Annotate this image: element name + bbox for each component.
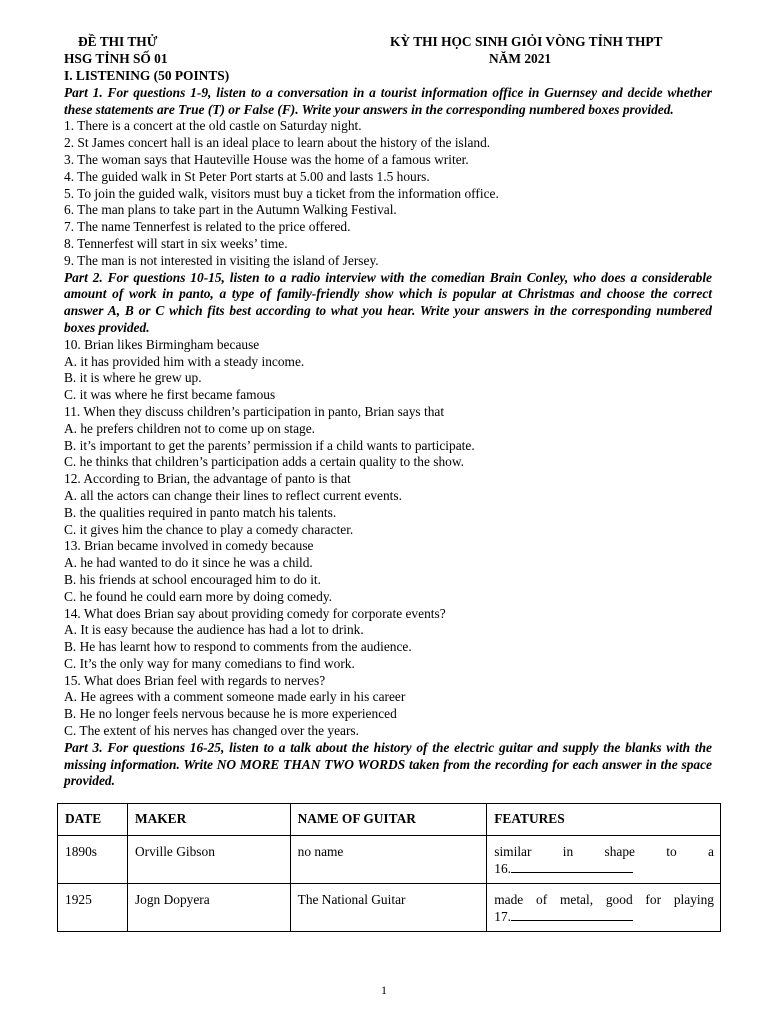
answer-17-blank[interactable] [511, 908, 633, 921]
answer-17-label: 17. [494, 909, 511, 925]
exam-page [64, 34, 712, 932]
cell-guitar-name: no name [290, 836, 487, 884]
question-item: C. The extent of his nerves has changed over the years. [64, 723, 359, 739]
question-item: C. he thinks that children’s participation adds a certain quality to the show. [64, 454, 465, 470]
cell-date: 1925 [58, 884, 128, 932]
table-row [58, 836, 721, 884]
question-item: 11. When they discuss children’s participation in panto, Brian says that [64, 403, 445, 419]
cell-features [487, 836, 721, 884]
question-item: A. It is easy because the audience has had a lot to drink. [64, 622, 364, 638]
question-item: C. It’s the only way for many comedians to find work. [64, 655, 355, 671]
question-item: B. He has learnt how to respond to comments from the audience. [64, 639, 412, 655]
cell-maker: Orville Gibson [127, 836, 290, 884]
question-item: 14. What does Brian say about providing comedy for corporate events? [64, 605, 446, 621]
exam-name-label: KỲ THI HỌC SINH GIỎI VÒNG TỈNH THPT [390, 34, 663, 49]
question-item: 13. Brian became involved in comedy because [64, 538, 314, 554]
page-number: 1 [381, 983, 387, 997]
cell-guitar-name: The National Guitar [290, 884, 487, 932]
part3-instruction: Part 3. For questions 16-25, listen to a talk about the history of the electric guitar and supply the blanks with the missing information. Write NO MORE THAN TWO WORDS taken from the recording for each answer in the space provided. [64, 739, 712, 789]
question-item: 8. Tennerfest will start in six weeks’ time. [64, 235, 288, 251]
question-item: B. his friends at school encouraged him to do it. [64, 571, 321, 587]
table-row [58, 884, 721, 932]
question-item: 4. The guided walk in St Peter Port starts at 5.00 and lasts 1.5 hours. [64, 168, 430, 184]
question-item: A. all the actors can change their lines to reflect current events. [64, 487, 402, 503]
question-item: A. he had wanted to do it since he was a child. [64, 555, 313, 571]
answer-16-blank[interactable] [511, 860, 633, 873]
col-header-features: FEATURES [487, 804, 721, 836]
col-header-maker: MAKER [127, 804, 290, 836]
question-item: 6. The man plans to take part in the Autumn Walking Festival. [64, 202, 397, 218]
guitar-history-table [57, 803, 721, 932]
col-header-date: DATE [58, 804, 128, 836]
section-title: I. LISTENING (50 POINTS) [64, 68, 230, 83]
question-item: B. He no longer feels nervous because he is more experienced [64, 706, 397, 722]
question-item: 5. To join the guided walk, visitors must buy a ticket from the information office. [64, 185, 499, 201]
part1-questions [64, 118, 712, 269]
exam-code-label: HSG TỈNH SỐ 01 [64, 51, 168, 66]
exam-type-label: ĐỀ THI THỬ [78, 34, 158, 49]
question-item: 3. The woman says that Hauteville House was the home of a famous writer. [64, 151, 469, 167]
question-item: A. it has provided him with a steady income. [64, 353, 305, 369]
cell-maker: Jogn Dopyera [127, 884, 290, 932]
feature-text: made of metal, good for playing [494, 892, 714, 908]
question-item: B. the qualities required in panto match his talents. [64, 504, 337, 520]
part2-questions [64, 337, 712, 740]
feature-text: similar in shape to a [494, 844, 714, 860]
cell-date: 1890s [58, 836, 128, 884]
exam-year-label: NĂM 2021 [489, 51, 552, 66]
question-item: 1. There is a concert at the old castle on Saturday night. [64, 118, 362, 134]
question-item: 9. The man is not interested in visiting the island of Jersey. [64, 252, 379, 268]
answer-16-label: 16. [494, 861, 511, 877]
question-item: 15. What does Brian feel with regards to nerves? [64, 672, 326, 688]
cell-features [487, 884, 721, 932]
header-row-1 [64, 34, 712, 51]
question-item: 7. The name Tennerfest is related to the price offered. [64, 219, 351, 235]
question-item: A. He agrees with a comment someone made early in his career [64, 689, 406, 705]
question-item: C. he found he could earn more by doing comedy. [64, 588, 332, 604]
part2-instruction: Part 2. For questions 10-15, listen to a radio interview with the comedian Brain Conley, who does a considerable amount of work in panto, a type of family-friendly show which is popular at Christmas and choose the correct answer A, B or C which fits best according to what you hear. Write your answers in the corresponding numbered boxes provided. [64, 269, 712, 335]
question-item: 2. St James concert hall is an ideal place to learn about the history of the island. [64, 135, 491, 151]
question-item: 10. Brian likes Birmingham because [64, 336, 260, 352]
question-item: B. it is where he grew up. [64, 370, 202, 386]
header-row-2 [64, 51, 712, 68]
question-item: C. it gives him the chance to play a comedy character. [64, 521, 354, 537]
question-item: B. it’s important to get the parents’ permission if a child wants to participate. [64, 437, 475, 453]
table-header-row [58, 804, 721, 836]
col-header-guitar-name: NAME OF GUITAR [290, 804, 487, 836]
question-item: A. he prefers children not to come up on stage. [64, 420, 315, 436]
question-item: 12. According to Brian, the advantage of panto is that [64, 471, 351, 487]
part1-instruction: Part 1. For questions 1-9, listen to a conversation in a tourist information office in Guernsey and decide whether these statements are True (T) or False (F). Write your answers in the corresponding numbered boxes provided. [64, 84, 712, 117]
question-item: C. it was where he first became famous [64, 387, 276, 403]
